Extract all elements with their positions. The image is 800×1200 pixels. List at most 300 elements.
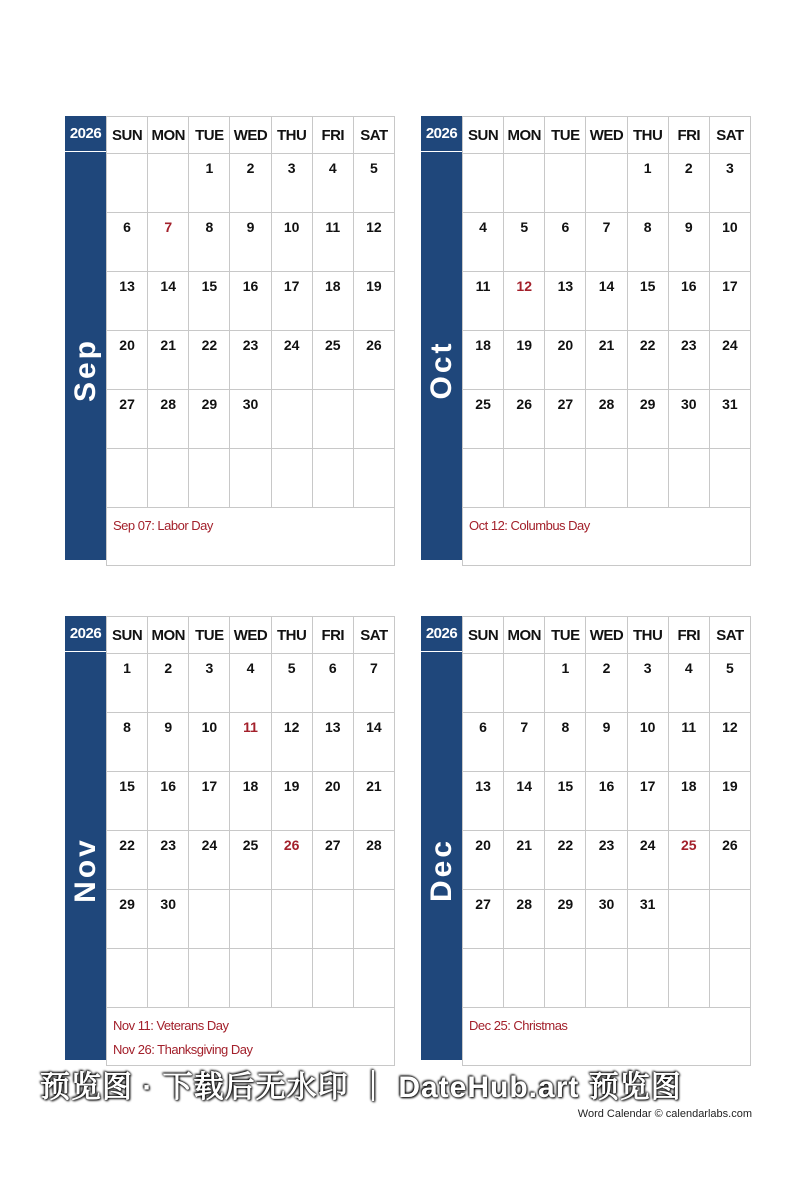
day-number: 29 xyxy=(201,396,218,412)
day-number: 5 xyxy=(520,219,529,235)
day-number: 22 xyxy=(639,337,656,353)
week-row xyxy=(463,331,751,390)
day-number: 13 xyxy=(324,719,341,735)
month-grid xyxy=(106,116,395,560)
day-number: 8 xyxy=(205,219,214,235)
day-number: 3 xyxy=(287,160,296,176)
day-number xyxy=(354,390,394,396)
day-number: 10 xyxy=(201,719,218,735)
day-number: 9 xyxy=(684,219,693,235)
day-cell xyxy=(545,213,586,272)
day-table xyxy=(462,616,751,1008)
day-cell xyxy=(230,154,271,213)
day-number: 9 xyxy=(602,719,611,735)
day-number: 16 xyxy=(598,778,615,794)
day-number: 13 xyxy=(557,278,574,294)
day-cell xyxy=(709,772,750,831)
day-number: 23 xyxy=(242,337,259,353)
day-cell xyxy=(189,272,230,331)
empty-day-cell xyxy=(189,449,230,508)
empty-day-cell xyxy=(107,949,148,1008)
day-number: 20 xyxy=(557,337,574,353)
empty-day-cell xyxy=(189,949,230,1008)
day-number: 21 xyxy=(160,337,176,353)
day-number xyxy=(669,890,709,896)
day-number xyxy=(504,154,544,160)
weekday-header: THU xyxy=(627,617,668,654)
day-number xyxy=(545,949,585,955)
day-cell xyxy=(148,331,189,390)
day-number: 21 xyxy=(366,778,382,794)
day-number: 15 xyxy=(119,778,135,794)
day-cell xyxy=(545,713,586,772)
week-row xyxy=(463,213,751,272)
empty-day-cell xyxy=(586,449,627,508)
day-number: 21 xyxy=(598,337,615,353)
day-number: 10 xyxy=(722,219,738,235)
empty-day-cell xyxy=(463,154,504,213)
week-row xyxy=(107,449,395,508)
week-row xyxy=(107,949,395,1008)
day-cell xyxy=(504,390,545,449)
day-cell xyxy=(627,713,668,772)
empty-day-cell xyxy=(312,449,353,508)
day-number xyxy=(586,949,626,955)
day-number xyxy=(189,949,229,955)
month-sidebar xyxy=(65,616,106,1060)
day-cell xyxy=(107,772,148,831)
week-row xyxy=(107,713,395,772)
day-number: 18 xyxy=(242,778,259,794)
day-number: 24 xyxy=(201,837,218,853)
day-cell xyxy=(271,772,312,831)
weekday-header: THU xyxy=(627,117,668,154)
day-number: 25 xyxy=(242,837,259,853)
day-number xyxy=(463,449,503,455)
day-cell xyxy=(586,890,627,949)
day-number xyxy=(313,890,353,896)
week-row xyxy=(107,772,395,831)
day-number: 7 xyxy=(602,219,611,235)
empty-day-cell xyxy=(148,949,189,1008)
day-number xyxy=(230,890,270,896)
day-number: 19 xyxy=(722,778,738,794)
day-cell xyxy=(312,331,353,390)
week-row xyxy=(107,654,395,713)
week-row xyxy=(463,713,751,772)
day-number: 31 xyxy=(722,396,738,412)
day-cell xyxy=(668,713,709,772)
day-number: 5 xyxy=(287,660,296,676)
day-number: 10 xyxy=(283,219,300,235)
day-cell xyxy=(189,713,230,772)
day-number: 29 xyxy=(639,396,656,412)
day-number: 14 xyxy=(160,278,176,294)
week-row xyxy=(463,390,751,449)
day-number: 20 xyxy=(324,778,341,794)
day-number xyxy=(504,449,544,455)
watermark-text: 预览图 · 下载后无水印 ｜ DateHub.art 预览图 xyxy=(40,1071,682,1104)
day-number: 5 xyxy=(726,660,734,676)
day-number: 6 xyxy=(561,219,570,235)
day-cell xyxy=(271,654,312,713)
day-number: 12 xyxy=(366,219,382,235)
day-cell xyxy=(668,654,709,713)
day-number: 7 xyxy=(164,219,173,235)
day-number: 14 xyxy=(516,778,532,794)
day-number: 30 xyxy=(598,896,615,912)
day-cell xyxy=(230,331,271,390)
day-cell xyxy=(312,654,353,713)
day-cell xyxy=(627,772,668,831)
weekday-header: MON xyxy=(148,117,189,154)
day-number: 4 xyxy=(328,160,337,176)
day-number: 27 xyxy=(557,396,574,412)
day-number: 4 xyxy=(246,660,255,676)
day-cell xyxy=(312,154,353,213)
day-number: 3 xyxy=(643,660,652,676)
day-number xyxy=(463,154,503,160)
day-number: 2 xyxy=(602,660,611,676)
empty-day-cell xyxy=(586,949,627,1008)
day-number: 9 xyxy=(164,719,173,735)
day-number: 27 xyxy=(119,396,135,412)
empty-day-cell xyxy=(627,949,668,1008)
empty-day-cell xyxy=(107,449,148,508)
day-number: 2 xyxy=(684,160,693,176)
day-number: 23 xyxy=(160,837,176,853)
day-number: 21 xyxy=(516,837,532,853)
day-cell xyxy=(586,654,627,713)
day-cell xyxy=(504,713,545,772)
month-label: Dec xyxy=(424,837,458,903)
weekday-header: FRI xyxy=(312,117,353,154)
weekday-header: SAT xyxy=(353,117,394,154)
day-cell xyxy=(545,654,586,713)
day-number: 19 xyxy=(516,337,532,353)
day-cell xyxy=(312,213,353,272)
year-label: 2026 xyxy=(65,116,106,152)
day-cell xyxy=(148,390,189,449)
day-number: 23 xyxy=(598,837,615,853)
holiday-note: Sep 07: Labor Day xyxy=(113,518,213,533)
weekday-header: TUE xyxy=(189,617,230,654)
day-cell xyxy=(545,890,586,949)
day-cell xyxy=(353,831,394,890)
week-row xyxy=(463,654,751,713)
day-number: 22 xyxy=(119,837,135,853)
weekday-header: FRI xyxy=(668,617,709,654)
day-number xyxy=(189,890,229,896)
week-row xyxy=(107,272,395,331)
day-cell xyxy=(107,213,148,272)
empty-day-cell xyxy=(463,449,504,508)
empty-day-cell xyxy=(312,390,353,449)
day-cell xyxy=(668,390,709,449)
day-number: 15 xyxy=(557,778,574,794)
day-number xyxy=(230,949,270,955)
day-cell xyxy=(709,390,750,449)
day-cell xyxy=(312,713,353,772)
day-cell xyxy=(709,331,750,390)
day-number xyxy=(272,949,312,955)
empty-day-cell xyxy=(189,890,230,949)
day-number: 6 xyxy=(479,719,487,735)
day-number: 26 xyxy=(722,837,738,853)
day-number: 20 xyxy=(475,837,491,853)
empty-day-cell xyxy=(668,449,709,508)
day-number xyxy=(504,949,544,955)
day-number xyxy=(272,390,312,396)
day-cell xyxy=(107,890,148,949)
day-number: 15 xyxy=(639,278,656,294)
day-number: 18 xyxy=(324,278,341,294)
day-number: 11 xyxy=(475,278,491,294)
year-label: 2026 xyxy=(421,116,462,152)
day-number: 27 xyxy=(324,837,341,853)
day-number: 1 xyxy=(205,160,214,176)
day-number: 1 xyxy=(123,660,131,676)
empty-day-cell xyxy=(312,949,353,1008)
day-number: 17 xyxy=(283,278,300,294)
weekday-header-row xyxy=(107,617,395,654)
empty-day-cell xyxy=(709,890,750,949)
day-cell xyxy=(463,772,504,831)
day-number: 12 xyxy=(283,719,300,735)
day-number: 25 xyxy=(324,337,341,353)
day-number xyxy=(545,154,585,160)
day-number: 11 xyxy=(325,219,341,235)
day-number xyxy=(710,890,750,896)
empty-day-cell xyxy=(230,949,271,1008)
day-cell xyxy=(148,213,189,272)
day-cell xyxy=(463,890,504,949)
empty-day-cell xyxy=(504,949,545,1008)
day-number xyxy=(313,449,353,455)
empty-day-cell xyxy=(230,890,271,949)
day-cell xyxy=(545,272,586,331)
weekday-header: SUN xyxy=(107,117,148,154)
week-row xyxy=(463,772,751,831)
weekday-header: FRI xyxy=(312,617,353,654)
month-grid xyxy=(462,116,751,560)
day-cell xyxy=(627,154,668,213)
day-cell xyxy=(627,654,668,713)
day-number: 1 xyxy=(561,660,570,676)
empty-day-cell xyxy=(353,949,394,1008)
weekday-header: SUN xyxy=(107,617,148,654)
day-cell xyxy=(668,272,709,331)
day-table xyxy=(106,616,395,1008)
week-row xyxy=(463,890,751,949)
day-table xyxy=(106,116,395,508)
empty-day-cell xyxy=(271,449,312,508)
day-number: 18 xyxy=(475,337,491,353)
empty-day-cell xyxy=(709,949,750,1008)
day-number: 6 xyxy=(328,660,337,676)
day-number: 27 xyxy=(475,896,491,912)
empty-day-cell xyxy=(627,449,668,508)
day-number: 12 xyxy=(516,278,532,294)
weekday-header: TUE xyxy=(545,617,586,654)
day-number: 28 xyxy=(516,896,532,912)
day-cell xyxy=(353,654,394,713)
day-cell xyxy=(271,154,312,213)
day-cell xyxy=(189,390,230,449)
day-cell xyxy=(353,331,394,390)
weekday-header: SAT xyxy=(353,617,394,654)
day-cell xyxy=(353,713,394,772)
day-cell xyxy=(668,213,709,272)
day-number: 15 xyxy=(201,278,218,294)
day-cell xyxy=(148,831,189,890)
day-cell xyxy=(504,890,545,949)
day-number xyxy=(189,449,229,455)
day-number xyxy=(148,449,188,455)
month-sidebar xyxy=(65,116,106,560)
day-cell xyxy=(148,772,189,831)
weekday-header: WED xyxy=(230,617,271,654)
empty-day-cell xyxy=(545,449,586,508)
day-number: 16 xyxy=(680,278,697,294)
day-cell xyxy=(189,331,230,390)
day-number xyxy=(586,154,626,160)
day-cell xyxy=(627,831,668,890)
day-number: 4 xyxy=(479,219,487,235)
weekday-header: MON xyxy=(148,617,189,654)
day-number xyxy=(354,890,394,896)
day-number: 8 xyxy=(123,719,131,735)
day-cell xyxy=(627,331,668,390)
day-number xyxy=(313,390,353,396)
day-number: 28 xyxy=(598,396,615,412)
day-cell xyxy=(107,390,148,449)
day-number: 16 xyxy=(160,778,176,794)
week-row xyxy=(107,831,395,890)
day-number: 3 xyxy=(205,660,214,676)
day-number xyxy=(463,949,503,955)
day-cell xyxy=(230,654,271,713)
day-number: 25 xyxy=(680,837,697,853)
day-cell xyxy=(271,272,312,331)
empty-day-cell xyxy=(504,654,545,713)
day-cell xyxy=(627,390,668,449)
day-cell xyxy=(545,390,586,449)
day-number xyxy=(107,949,147,955)
day-number: 23 xyxy=(680,337,697,353)
day-cell xyxy=(504,213,545,272)
day-cell xyxy=(312,272,353,331)
week-row xyxy=(107,890,395,949)
day-number xyxy=(354,449,394,455)
day-cell xyxy=(709,654,750,713)
weekday-header: SAT xyxy=(709,617,750,654)
day-number: 17 xyxy=(722,278,738,294)
holiday-note: Nov 11: Veterans Day xyxy=(113,1018,229,1033)
weekday-header: THU xyxy=(271,617,312,654)
day-number xyxy=(107,449,147,455)
week-row xyxy=(107,331,395,390)
week-row xyxy=(107,390,395,449)
holiday-note: Nov 26: Thanksgiving Day xyxy=(113,1042,253,1057)
day-cell xyxy=(107,654,148,713)
day-cell xyxy=(189,654,230,713)
day-cell xyxy=(504,831,545,890)
day-cell xyxy=(668,831,709,890)
day-number: 26 xyxy=(366,337,382,353)
calendar-nov xyxy=(65,616,395,1060)
empty-day-cell xyxy=(148,154,189,213)
day-number: 29 xyxy=(119,896,135,912)
day-cell xyxy=(148,654,189,713)
day-number: 7 xyxy=(520,719,529,735)
day-cell xyxy=(709,713,750,772)
day-cell xyxy=(545,331,586,390)
day-cell xyxy=(353,154,394,213)
day-cell xyxy=(463,713,504,772)
day-number: 17 xyxy=(639,778,656,794)
day-number: 2 xyxy=(246,160,255,176)
day-number xyxy=(148,949,188,955)
day-number: 3 xyxy=(726,160,734,176)
empty-day-cell xyxy=(271,390,312,449)
day-cell xyxy=(586,390,627,449)
week-row xyxy=(463,831,751,890)
calendar-dec xyxy=(421,616,751,1060)
day-number: 14 xyxy=(366,719,382,735)
day-cell xyxy=(312,831,353,890)
month-sidebar xyxy=(421,116,462,560)
day-cell xyxy=(463,213,504,272)
day-cell xyxy=(271,713,312,772)
day-number: 8 xyxy=(561,719,570,735)
day-number xyxy=(710,949,750,955)
empty-day-cell xyxy=(504,154,545,213)
day-number xyxy=(545,449,585,455)
day-cell xyxy=(586,831,627,890)
empty-day-cell xyxy=(230,449,271,508)
calendar-sep xyxy=(65,116,395,560)
year-label: 2026 xyxy=(65,616,106,652)
holiday-notes xyxy=(462,508,751,566)
day-cell xyxy=(545,772,586,831)
day-cell xyxy=(545,831,586,890)
weekday-header: MON xyxy=(504,117,545,154)
month-label: Oct xyxy=(424,340,458,400)
year-label: 2026 xyxy=(421,616,462,652)
empty-day-cell xyxy=(586,154,627,213)
day-cell xyxy=(189,154,230,213)
weekday-header: MON xyxy=(504,617,545,654)
day-cell xyxy=(189,772,230,831)
day-number: 13 xyxy=(119,278,135,294)
day-cell xyxy=(312,772,353,831)
day-number xyxy=(504,654,544,660)
day-number: 28 xyxy=(160,396,176,412)
day-number xyxy=(354,949,394,955)
empty-day-cell xyxy=(312,890,353,949)
day-cell xyxy=(353,772,394,831)
day-cell xyxy=(668,772,709,831)
day-number: 24 xyxy=(283,337,300,353)
calendar-oct xyxy=(421,116,751,560)
day-cell xyxy=(353,213,394,272)
day-number: 24 xyxy=(639,837,656,853)
day-number: 14 xyxy=(598,278,615,294)
holiday-notes xyxy=(106,508,395,566)
day-number xyxy=(148,154,188,160)
day-cell xyxy=(586,772,627,831)
